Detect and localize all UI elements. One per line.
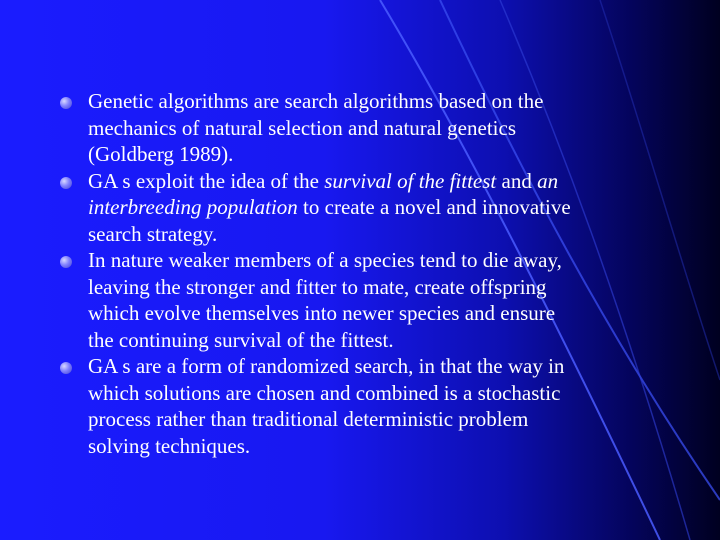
bullet-list: [60, 88, 580, 459]
bullet-item: [60, 247, 580, 353]
bullet-emphasis-text: survival of the fittest: [324, 168, 497, 193]
bullet-dot-icon: [60, 177, 72, 189]
bullet-text: GA s are a form of randomized search, in that the way in which solutions are chosen and combined is a stochastic process rather than traditional deterministic problem solving techniques.: [88, 354, 565, 458]
bullet-item: [60, 168, 580, 248]
bullet-text: In nature weaker members of a species tend to die away, leaving the stronger and fitter to mate, create offspring which evolve themselves into newer species and ensure the continuing survival of the fittest.: [88, 248, 562, 352]
decor-curve-4: [600, 0, 720, 380]
bullet-text: and: [496, 168, 538, 193]
bullet-text: GA s exploit the idea of the: [88, 168, 325, 193]
bullet-emphasis-text: an interbreeding population: [88, 168, 559, 219]
bullet-dot-icon: [60, 362, 72, 374]
bullet-dot-icon: [60, 97, 72, 109]
bullet-item: [60, 353, 580, 459]
bullet-text: Genetic algorithms are search algorithms based on the mechanics of natural selection and natural genetics (Goldberg 1989).: [88, 89, 544, 166]
bullet-item: [60, 88, 580, 168]
bullet-dot-icon: [60, 256, 72, 268]
bullet-text: to create a novel and innovative search strategy.: [88, 195, 571, 246]
